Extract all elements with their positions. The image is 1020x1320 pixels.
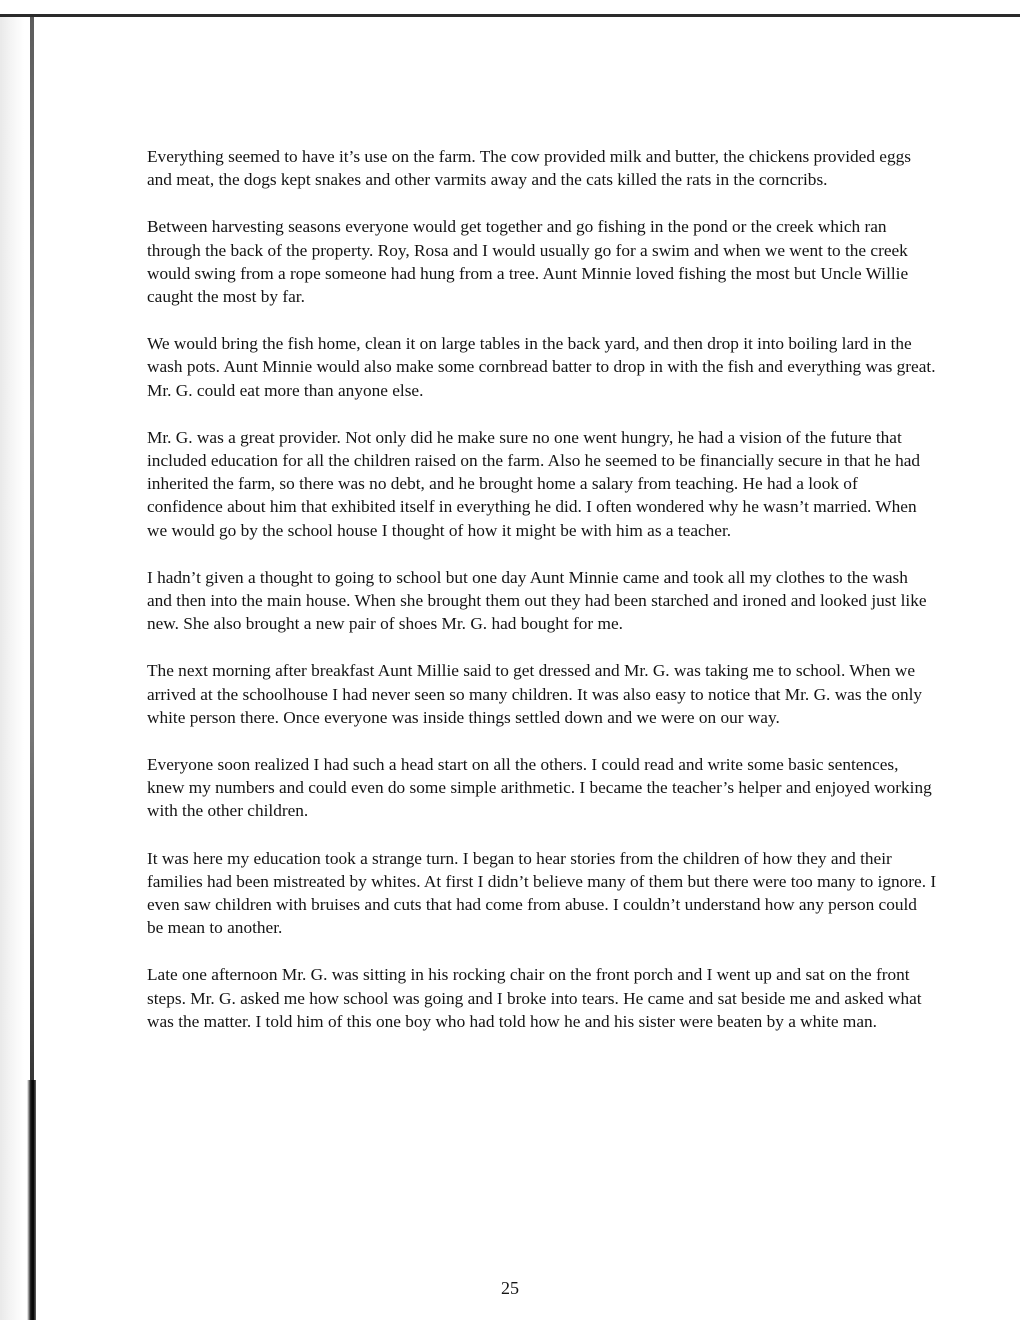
scan-top-rule [0,14,1020,17]
paragraph-front-porch: Late one afternoon Mr. G. was sitting in his rocking chair on the front porch and I went up and sat on the front steps. Mr. G. asked me how school was going and I broke into tears. He came and sat beside me and asked what was the matter. I told him of this one boy who had told how he and his sister were beaten by a white man. [147,965,922,1031]
paragraph-fish-fry: We would bring the fish home, clean it on large tables in the back yard, and then drop it into boiling lard in the wash pots. Aunt Minnie would also make some cornbread batter to drop in with the fish and everything was great. Mr. G. could eat more than anyone else. [147,334,936,400]
paragraph-fishing: Between harvesting seasons everyone would get together and go fishing in the pond or the creek which ran through the back of the property. Roy, Rosa and I would usually go for a swim and when we went to the creek would swing from a rope someone had hung from a tree. Aunt Minnie loved fishing the most but Uncle Willie caught the most by far. [147,217,909,307]
paragraph-provider: Mr. G. was a great provider. Not only did he make sure no one went hungry, he had a vision of the future that included education for all the children raised on the farm. Also he seemed to be financially secure in that he had inherited the farm, so there was no debt, and he brought home a salary from teaching. He had a look of confidence about him that exhibited itself in everything he did. I often wondered why he wasn’t married. When we would go by the school house I thought of how it might be with him as a teacher. [147,427,921,540]
paragraph-new-clothes: I hadn’t given a thought to going to school but one day Aunt Minnie came and took all my clothes to the wash and then into the main house. When she brought them out they had been starched and ironed and looked just like new. She also brought a new pair of shoes Mr. G. had bought for me. [147,567,927,634]
paragraph-head-start: Everyone soon realized I had such a head start on all the others. I could read and write some basic sentences, knew my numbers and could even do some simple arithmetic. I became the teacher’s helper and enjoyed working with the other children. [147,755,932,821]
page-number: 25 [501,1278,519,1298]
page-body [147,145,937,1057]
scan-left-shadow [0,17,24,1320]
paragraph-first-day: The next morning after breakfast Aunt Millie said to get dressed and Mr. G. was taking me to school. When we arrived at the schoolhouse I had never seen so many children. It was also easy to notice that Mr. G. was the only white person there. Once everyone was inside things settled down and we were on our way. [147,661,923,727]
paragraph-farm-uses: Everything seemed to have it’s use on the farm. The cow provided milk and butter, the chickens provided eggs and meat, the dogs kept snakes and other varmits away and the cats killed the rats in the corncribs. [147,147,911,190]
paragraph-strange-turn: It was here my education took a strange turn. I began to hear stories from the children of how they and their families had been mistreated by whites. At first I didn’t believe many of them but there were too many to ignore. I even saw children with bruises and cuts that had come from abuse. I couldn’t understand how any person could be mean to another. [147,848,937,938]
